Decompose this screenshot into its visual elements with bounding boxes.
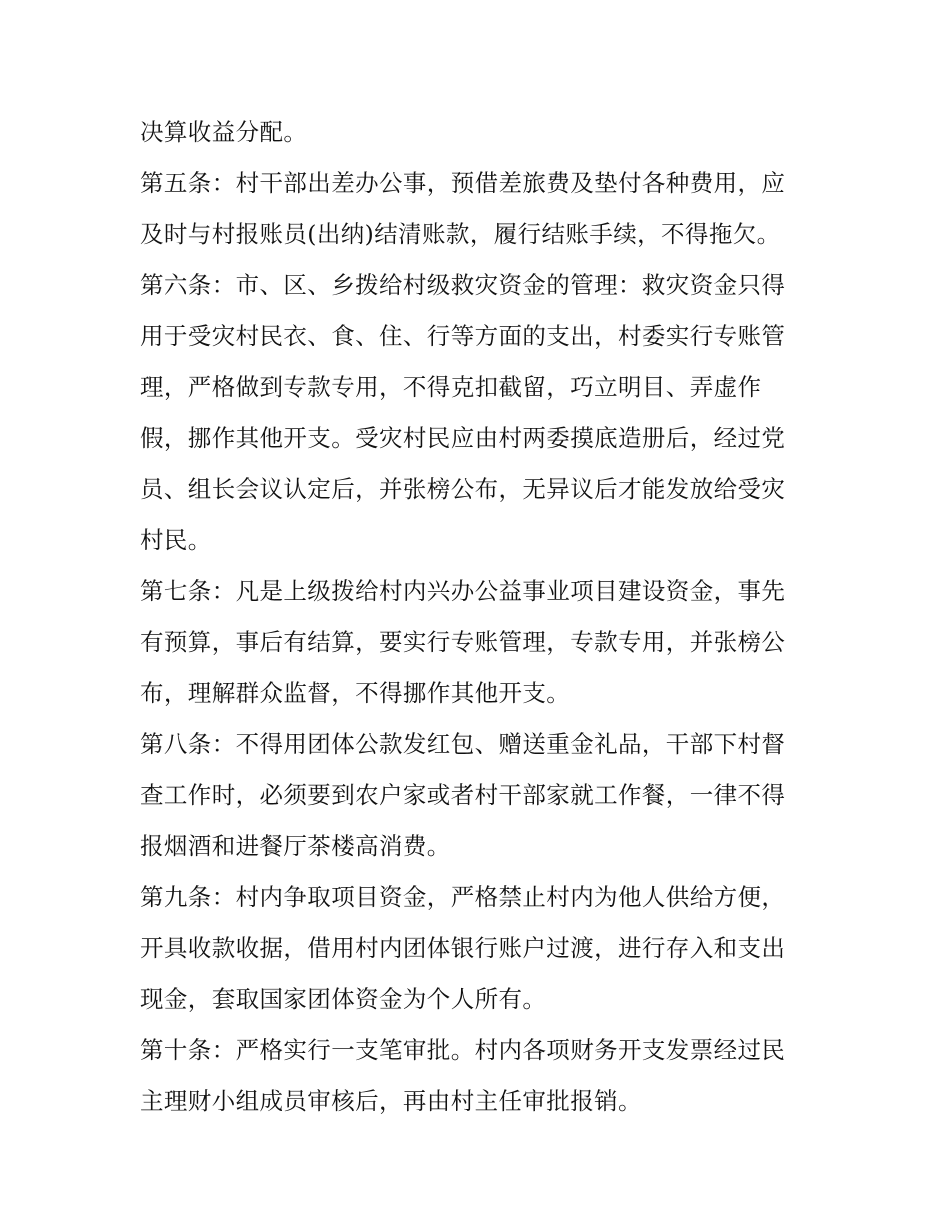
text-line: 现金，套取国家团体资金为个人所有。 [140, 985, 547, 1013]
text-line: 及时与村报账员(出纳)结清账款，履行结账手续，不得拖欠。 [140, 220, 781, 248]
text-line: 决算收益分配。 [140, 118, 308, 146]
text-line: 村民。 [140, 526, 212, 554]
text-line: 第八条：不得用团体公款发红包、赠送重金礼品，干部下村督 [140, 730, 786, 758]
text-line: 用于受灾村民衣、食、住、行等方面的支出，村委实行专账管 [140, 322, 786, 350]
text-line: 假，挪作其他开支。受灾村民应由村两委摸底造册后，经过党 [140, 424, 786, 452]
text-line: 员、组长会议认定后，并张榜公布，无异议后才能发放给受灾 [140, 475, 786, 503]
document-body [140, 107, 820, 1127]
text-line: 布，理解群众监督，不得挪作其他开支。 [140, 679, 571, 707]
text-line: 第十条：严格实行一支笔审批。村内各项财务开支发票经过民 [140, 1036, 786, 1064]
text-line: 查工作时，必须要到农户家或者村干部家就工作餐，一律不得 [140, 781, 786, 809]
text-line: 有预算，事后有结算，要实行专账管理，专款专用，并张榜公 [140, 628, 786, 656]
text-line: 第七条：凡是上级拨给村内兴办公益事业项目建设资金，事先 [140, 577, 786, 605]
text-line: 第六条：市、区、乡拨给村级救灾资金的管理：救灾资金只得 [140, 271, 786, 299]
text-line: 主理财小组成员审核后，再由村主任审批报销。 [140, 1087, 642, 1115]
text-line: 开具收款收据，借用村内团体银行账户过渡，进行存入和支出 [140, 934, 786, 962]
text-line: 理，严格做到专款专用，不得克扣截留，巧立明目、弄虚作 [140, 373, 762, 401]
text-line: 报烟酒和进餐厅茶楼高消费。 [140, 832, 451, 860]
text-line: 第五条：村干部出差办公事，预借差旅费及垫付各种费用，应 [140, 169, 786, 197]
text-line: 第九条：村内争取项目资金，严格禁止村内为他人供给方便， [140, 883, 786, 911]
